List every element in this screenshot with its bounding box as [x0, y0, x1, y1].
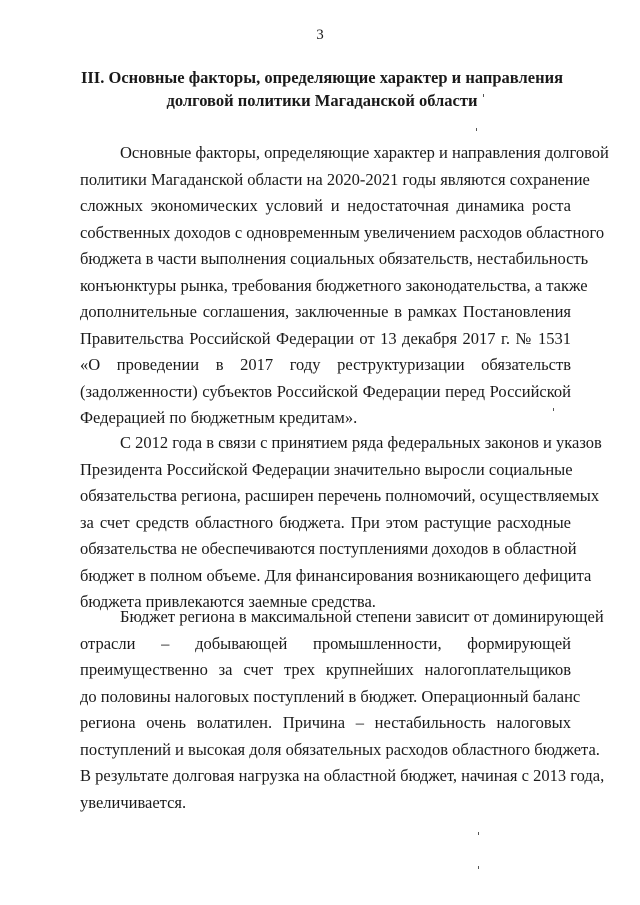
scan-speck	[478, 866, 479, 869]
text-line: бюджета в части выполнения социальных обязательств, нестабильность	[80, 249, 589, 268]
text-line: поступлений и высокая доля обязательных расходов областного бюджета.	[80, 739, 600, 759]
page-number: 3	[316, 27, 324, 43]
scan-speck	[478, 832, 479, 835]
text-line: преимущественно за счет трех крупнейших налогоплательщиков	[80, 660, 571, 679]
text-line: Бюджет региона в максимальной степени зависит от доминирующей	[120, 607, 604, 626]
paragraph-1	[80, 140, 609, 432]
text-line: В результате долговая нагрузка на областной бюджет, начиная с 2013 года,	[80, 766, 605, 785]
text-line: увеличивается.	[80, 792, 187, 812]
text-line: Федерацией по бюджетным кредитам».	[80, 408, 358, 427]
text-line: обязательства региона, расширен перечень полномочий, осуществляемых	[80, 486, 600, 505]
section-heading-line-1: III. Основные факторы, определяющие характер и направления	[80, 68, 564, 87]
scan-speck	[483, 94, 484, 97]
text-line: до половины налоговых поступлений в бюджет. Операционный баланс	[80, 686, 581, 706]
text-line: Основные факторы, определяющие характер и направления долговой	[120, 143, 609, 162]
text-line: бюджета привлекаются заемные средства.	[80, 592, 376, 611]
text-line: дополнительные соглашения, заключенные в рамках Постановления	[80, 302, 571, 321]
text-line: «О проведении в 2017 году реструктуризации обязательств	[80, 355, 571, 374]
text-line: обязательства не обеспечиваются поступлениями доходов в областной	[80, 539, 577, 558]
text-line: конъюнктуры рынка, требования бюджетного законодательства, а также	[80, 275, 588, 295]
text-line: сложных экономических условий и недостаточная динамика роста	[80, 196, 571, 215]
text-line: собственных доходов с одновременным увеличением расходов областного	[80, 222, 605, 242]
text-line: региона очень волатилен. Причина – нестабильность налоговых	[80, 713, 571, 732]
text-line: за счет средств областного бюджета. При этом растущие расходные	[80, 512, 571, 532]
section-heading	[72, 66, 572, 112]
text-line: Правительства Российской Федерации от 13 декабря 2017 г. № 1531	[80, 328, 571, 348]
text-line: (задолженности) субъектов Российской Федерации перед Российской	[80, 381, 571, 401]
text-line: политики Магаданской области на 2020-2021 годы являются сохранение	[80, 169, 590, 189]
text-line: С 2012 года в связи с принятием ряда федеральных законов и указов	[120, 433, 602, 452]
section-heading-line-2: долговой политики Магаданской области	[166, 91, 478, 110]
text-line: Президента Российской Федерации значительно выросли социальные	[80, 459, 573, 479]
scan-speck	[476, 128, 477, 131]
text-line: отрасли – добывающей промышленности, формирующей	[80, 633, 571, 653]
paragraph-3	[80, 604, 605, 816]
paragraph-2	[80, 430, 602, 616]
text-line: бюджет в полном объеме. Для финансирования возникающего дефицита	[80, 565, 592, 585]
scan-speck	[553, 408, 554, 411]
